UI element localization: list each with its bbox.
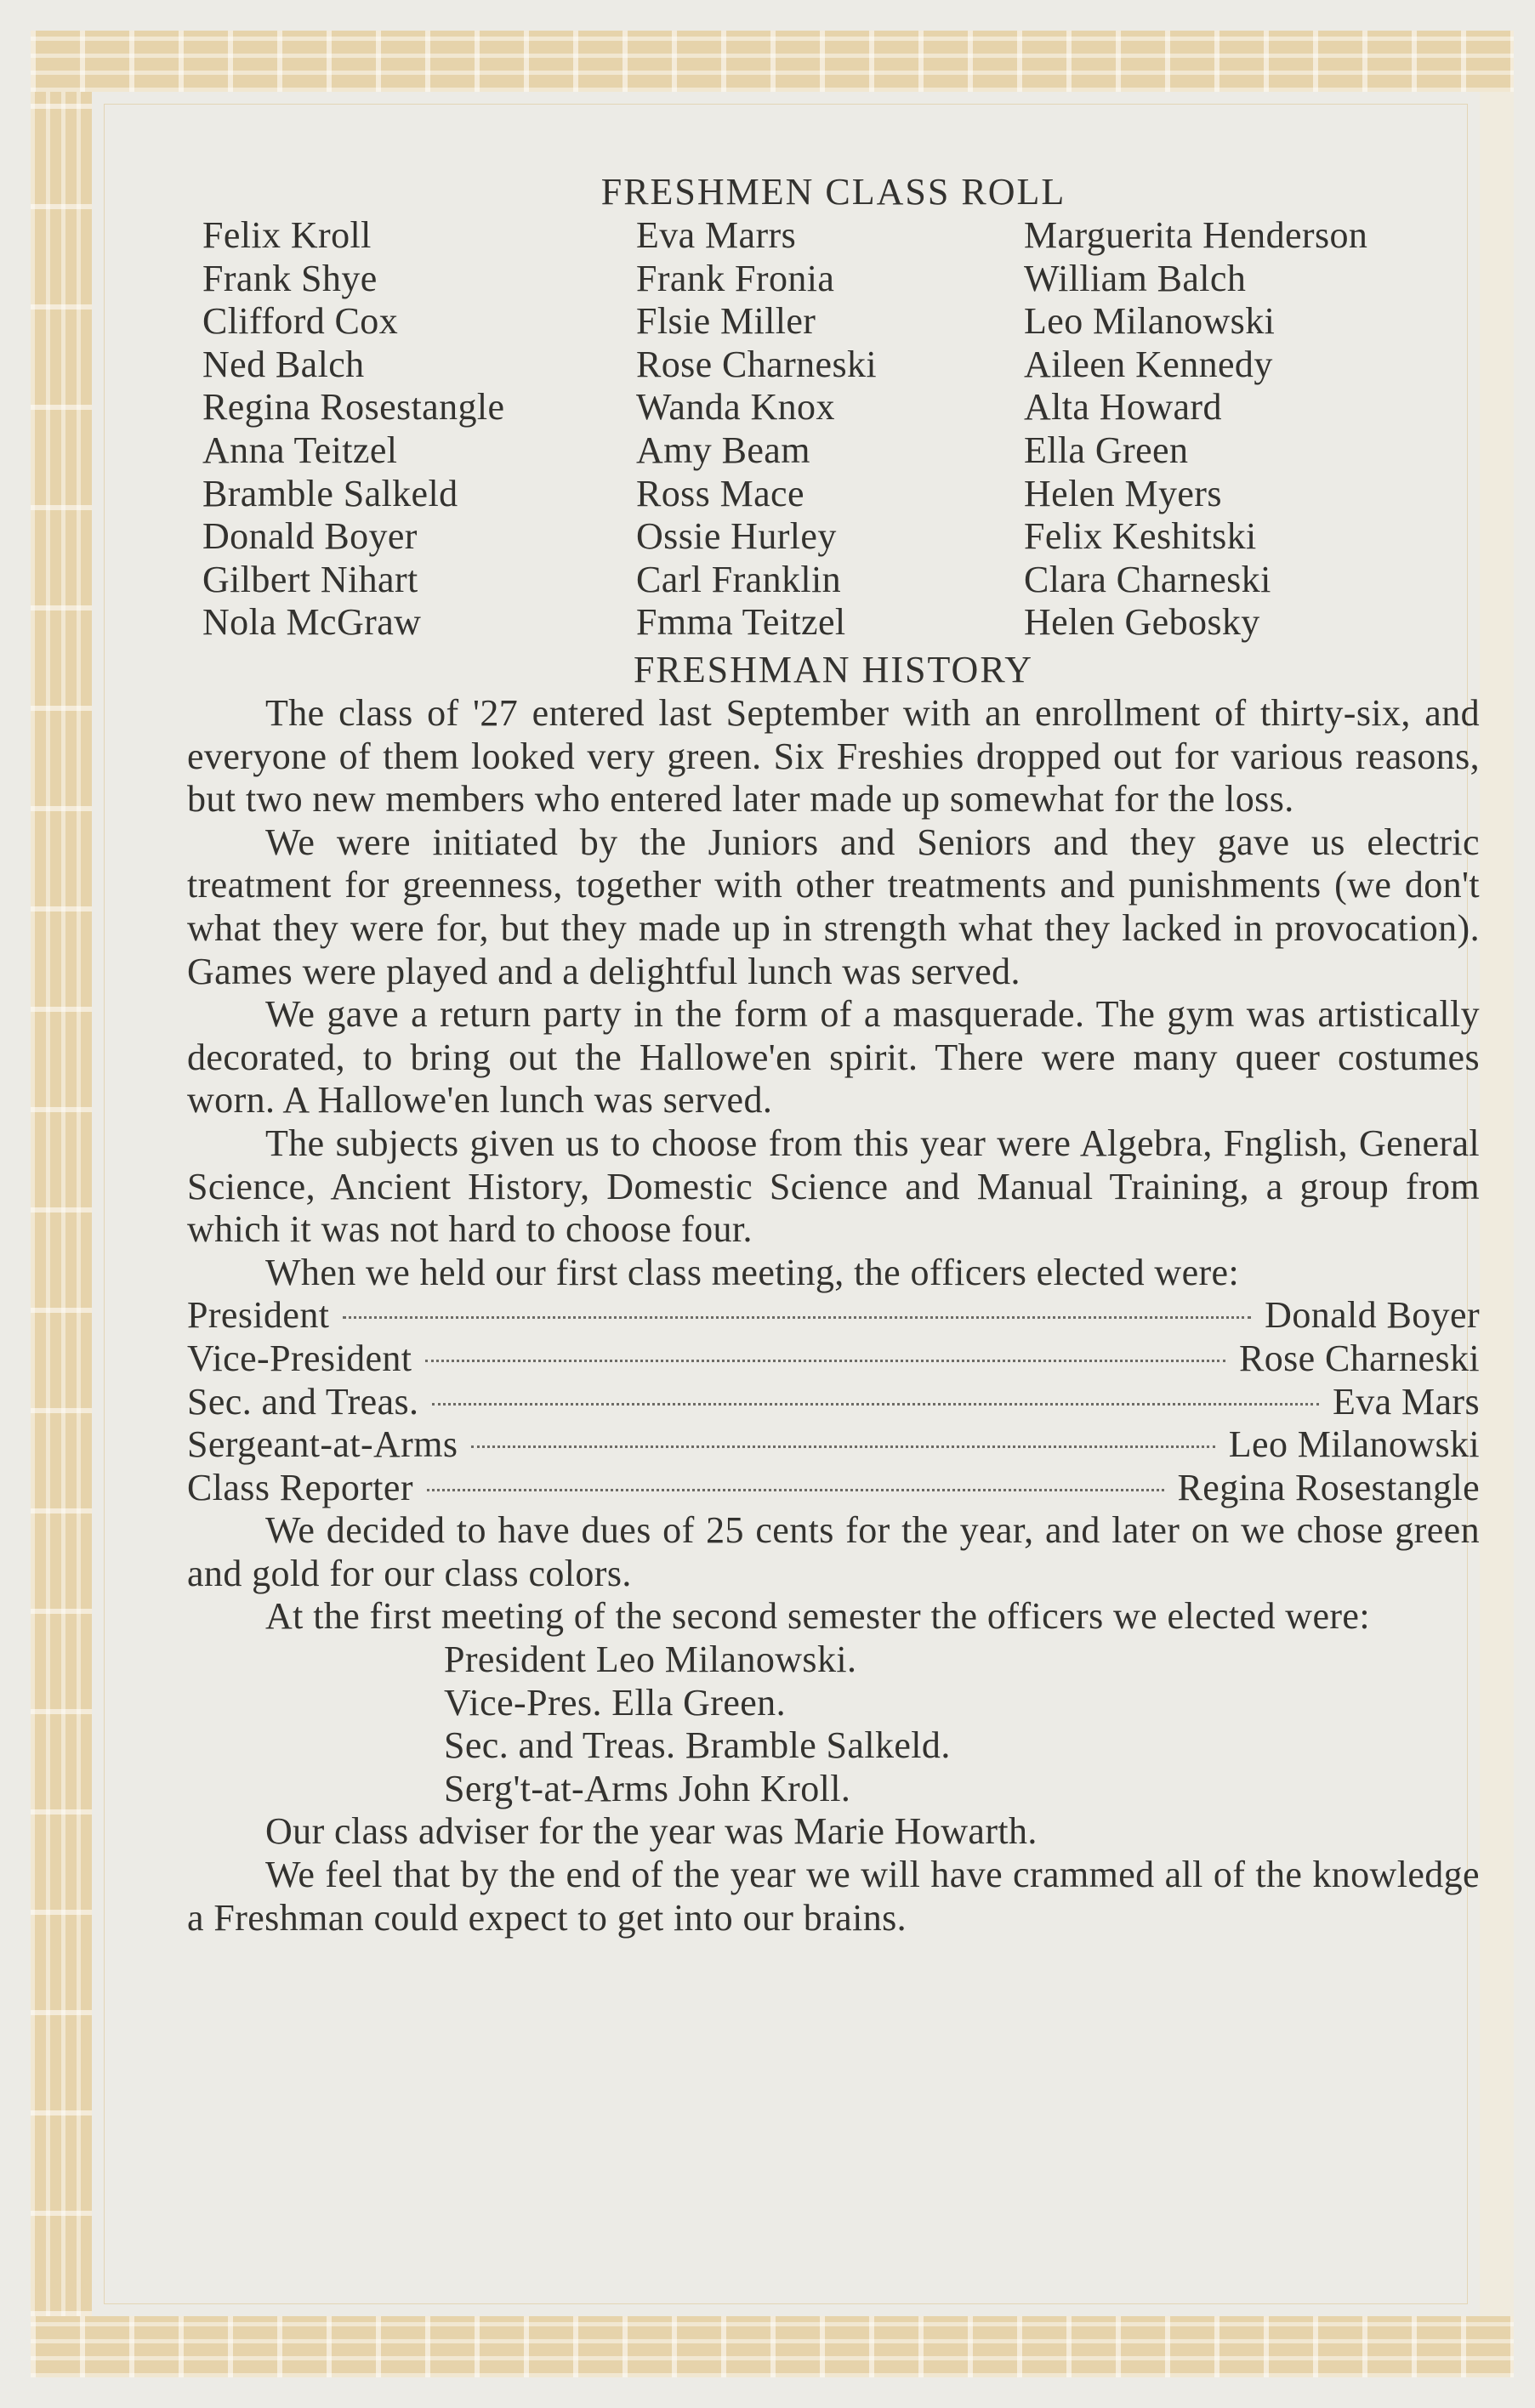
roll-name: Leo Milanowski: [1024, 300, 1276, 343]
roll-name: Rose Charneski: [636, 343, 878, 385]
officer-role: Class Reporter: [187, 1466, 413, 1508]
roll-name: Ella Green: [1024, 429, 1189, 471]
class-roll: [187, 214, 1480, 648]
roll-name: Ossie Hurley: [636, 515, 837, 558]
officer-row: [187, 1337, 1480, 1381]
history-heading: FRESHMAN HISTORY: [633, 649, 1034, 690]
history-paragraph: At the first meeting of the second semester the officers we elected were:: [265, 1595, 1370, 1638]
roll-name: Frank Shye: [202, 257, 378, 299]
officer-name: Donald Boyer: [1265, 1294, 1480, 1337]
roll-name: Carl Franklin: [636, 558, 842, 600]
ornamental-border-top: [31, 31, 1514, 92]
roll-name: Alta Howard: [1024, 386, 1222, 429]
history-paragraph: When we held our first class meeting, the officers elected were:: [265, 1251, 1240, 1293]
officer-role: President: [187, 1294, 330, 1337]
roll-name: Ned Balch: [202, 343, 365, 385]
second-semester-officers: [187, 1638, 1480, 1810]
history-paragraph: We were initiated by the Juniors and Seniors and they gave us electric treatment for greenness, together with other treatments and punishments (we don't what they were for, but they made up in strength what they lacked in provocation). Games were played and a delightful lunch was served.: [187, 821, 1480, 992]
roll-name: Eva Marrs: [636, 214, 797, 256]
officer-name: Eva Mars: [1332, 1380, 1480, 1423]
officer-row: [187, 1467, 1480, 1510]
roll-name: Nola McGraw: [202, 601, 422, 644]
history-paragraph: The subjects given us to choose from this year were Algebra, Fnglish, General Science, Ancient History, Domestic Science and Manual Training, a group from which it was not hard to choose four.: [187, 1122, 1480, 1251]
roll-name: Flsie Miller: [636, 300, 816, 343]
roll-name: Ross Mace: [636, 472, 804, 514]
roll-name: Fmma Teitzel: [636, 601, 846, 644]
ornamental-border-left: [31, 92, 92, 2316]
roll-name: Frank Fronia: [636, 257, 835, 299]
roll-name: Amy Beam: [636, 429, 810, 471]
roll-column-2: [636, 214, 877, 645]
officer-name: Leo Milanowski: [1228, 1423, 1480, 1466]
class-roll-heading: FRESHMEN CLASS ROLL: [600, 171, 1066, 213]
history-paragraph: The class of '27 entered last September with an enrollment of thirty-six, and everyone of them looked very green. Six Freshies dropped out for various reasons, but two new members who entered later made up somewhat for the loss.: [187, 692, 1480, 821]
second-officer: Sec. and Treas. Bramble Salkeld.: [444, 1724, 951, 1767]
roll-name: Clara Charneski: [1024, 558, 1271, 600]
dot-leader: [343, 1316, 1251, 1319]
roll-name: Regina Rosestangle: [202, 386, 505, 429]
roll-name: Aileen Kennedy: [1024, 343, 1273, 385]
roll-name: Helen Myers: [1024, 472, 1222, 514]
roll-name: Gilbert Nihart: [202, 558, 418, 600]
history-paragraph: We gave a return party in the form of a masquerade. The gym was artistically decorated, to bring out the Hallowe'en spirit. There were many queer costumes worn. A Hallowe'en lunch was served.: [187, 993, 1480, 1122]
roll-name: William Balch: [1024, 257, 1247, 299]
roll-column-3: [1024, 214, 1367, 645]
roll-name: Clifford Cox: [202, 300, 399, 343]
roll-name: Felix Keshitski: [1024, 515, 1257, 558]
roll-name: Helen Gebosky: [1024, 601, 1260, 644]
officer-role: Sergeant-at-Arms: [187, 1423, 458, 1466]
history-paragraph: We feel that by the end of the year we will have crammed all of the knowledge a Freshman could expect to get into our brains.: [187, 1854, 1480, 1939]
officer-name: Regina Rosestangle: [1177, 1466, 1480, 1508]
officer-role: Vice-President: [187, 1337, 412, 1379]
dot-leader: [425, 1360, 1225, 1362]
roll-name: Wanda Knox: [636, 386, 835, 429]
page-edge-right: [1480, 92, 1514, 2316]
history-paragraph: Our class adviser for the year was Marie Howarth.: [265, 1810, 1038, 1853]
dot-leader: [432, 1403, 1319, 1406]
officer-row: [187, 1423, 1480, 1467]
officer-row: [187, 1294, 1480, 1337]
roll-name: Anna Teitzel: [202, 429, 398, 471]
dot-leader: [427, 1489, 1164, 1491]
second-officer: Serg't-at-Arms John Kroll.: [444, 1767, 851, 1809]
roll-column-1: [202, 214, 504, 645]
officers-list: [187, 1294, 1480, 1509]
officer-name: Rose Charneski: [1238, 1337, 1480, 1379]
history-paragraph: We decided to have dues of 25 cents for the year, and later on we chose green and gold for our class colors.: [187, 1509, 1480, 1594]
officer-role: Sec. and Treas.: [187, 1380, 419, 1423]
ornamental-border-bottom: [31, 2316, 1514, 2377]
roll-name: Felix Kroll: [202, 214, 372, 256]
officer-row: [187, 1381, 1480, 1424]
roll-name: Marguerita Henderson: [1024, 214, 1368, 256]
roll-name: Bramble Salkeld: [202, 472, 458, 514]
page-content: [187, 170, 1480, 1939]
second-officer: Vice-Pres. Ella Green.: [444, 1681, 786, 1724]
second-officer: President Leo Milanowski.: [444, 1638, 857, 1681]
dot-leader: [471, 1445, 1214, 1448]
roll-name: Donald Boyer: [202, 515, 418, 558]
